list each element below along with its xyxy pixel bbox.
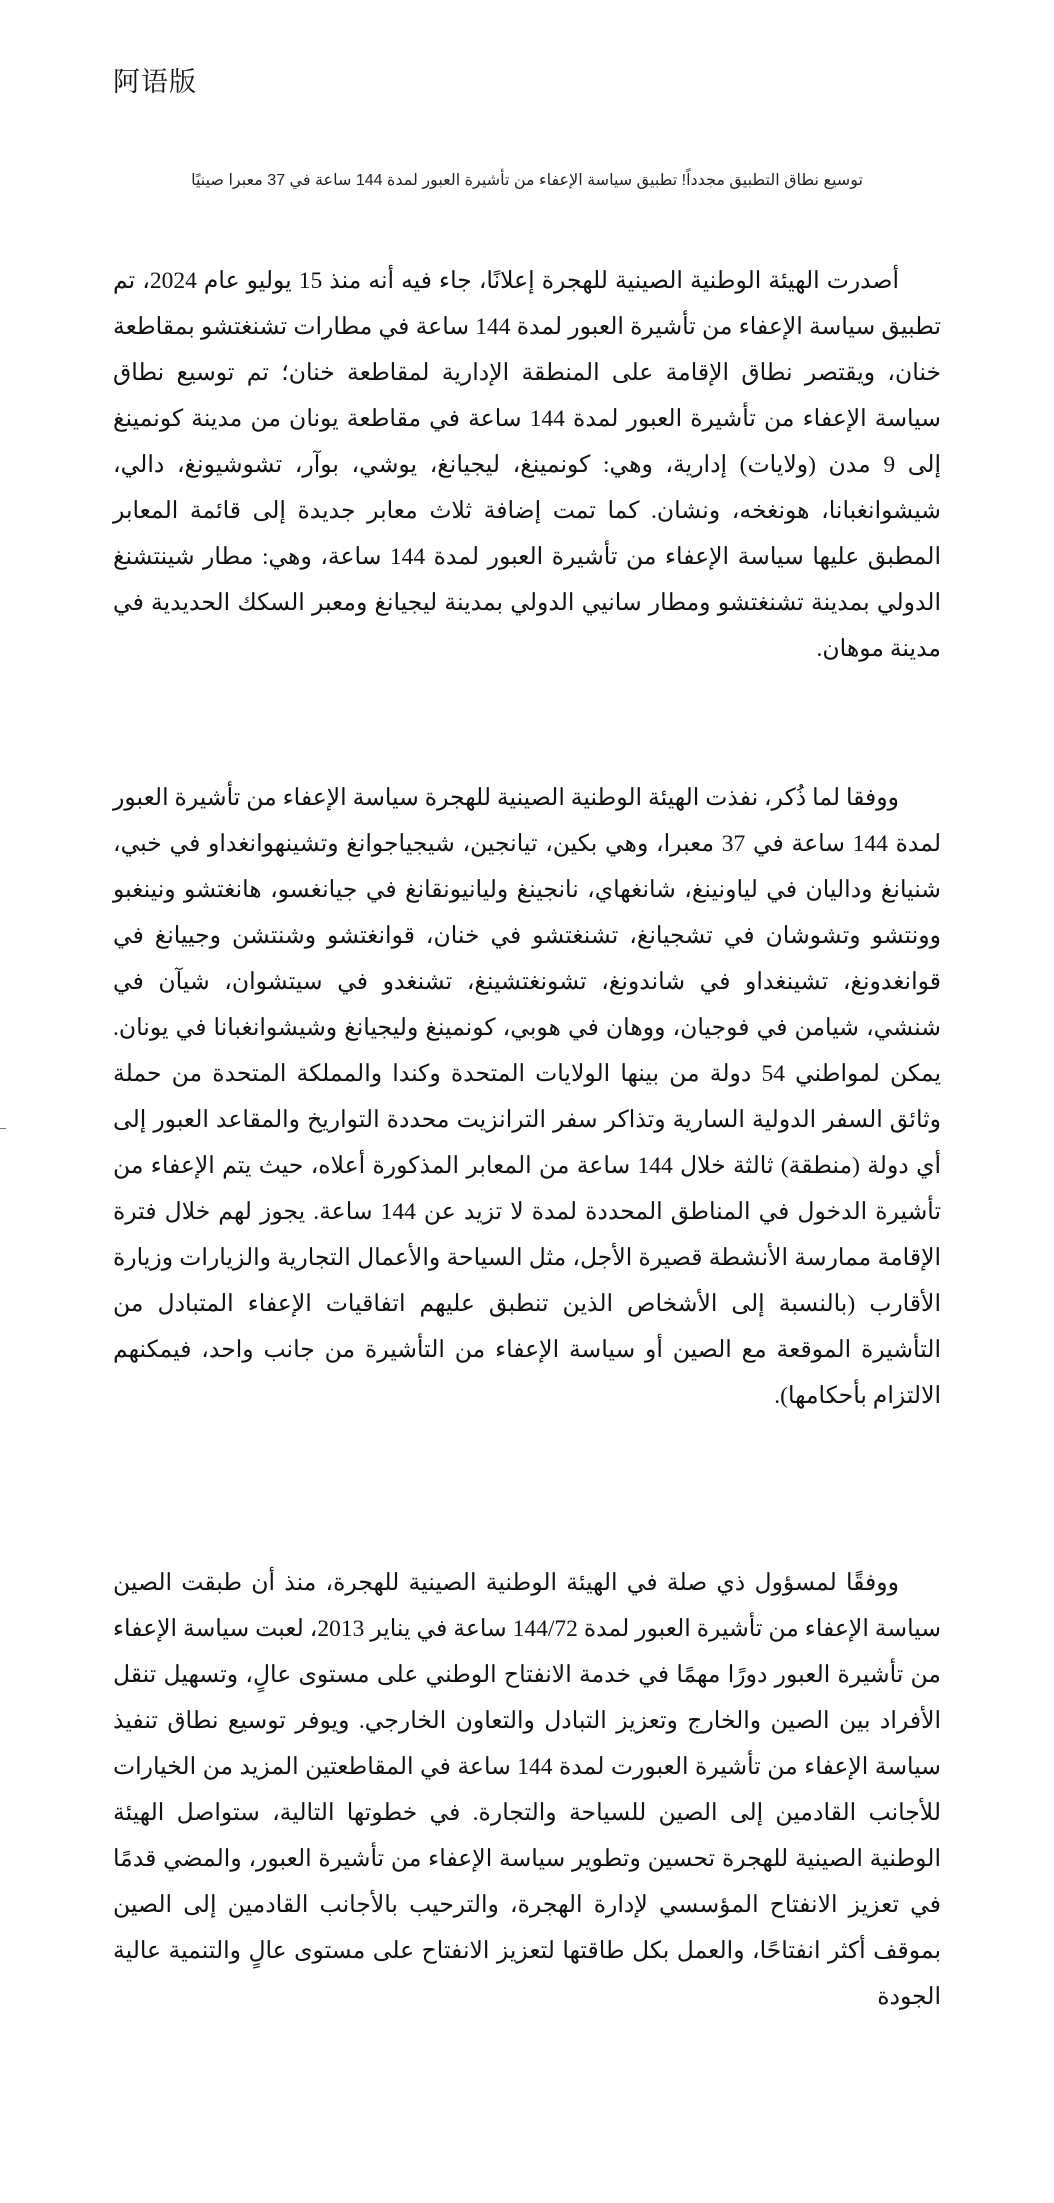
body-paragraph-2: ووفقا لما ذُكر، نفذت الهيئة الوطنية الصينية للهجرة سياسة الإعفاء من تأشيرة العبور لمدة 144 ساعة في 37 معبرا، وهي بكين، تيانجين، شيجياجوانغ وتشينهوانغداو في خبي، شنيانغ وداليان في لياونينغ، شانغهاي، نانجينغ وليانيونقانغ في جيانغسو، هانغتشو ونينغبو وونتشو وتشوشان في تشجيانغ، تشنغتشو في خنان، قوانغتشو وشنتشن وجييانغ في قوانغدونغ، تشينغداو في شاندونغ، تشونغتشينغ، تشنغدو في سيتشوان، شيآن في شنشي، شيامن في فوجيان، ووهان في هوبي، كونمينغ وليجيانغ وشيشوانغبانا في يونان. يمكن لمواطني 54 دولة من بينها الولايات المتحدة وكندا والمملكة المتحدة من حملة وثائق السفر الدولية السارية وتذاكر سفر الترانزيت محددة التواريخ والمقاعد العبور إلى أي دولة (منطقة) ثالثة خلال 144 ساعة من المعابر المذكورة أعلاه، حيث يتم الإعفاء من تأشيرة الدخول في المناطق المحددة لمدة لا تزيد عن 144 ساعة. يجوز لهم خلال فترة الإقامة ممارسة الأنشطة قصيرة الأجل، مثل السياحة والأعمال التجارية والزيارات وزيارة الأقارب (بالنسبة إلى الأشخاص الذين تنطبق عليهم اتفاقيات الإعفاء المتبادل من التأشيرة الموقعة مع الصين أو سياسة الإعفاء من التأشيرة من جانب واحد، فيمكنهم الالتزام بأحكامها). bbox=[113, 785, 941, 1409]
language-version-label: 阿语版 bbox=[113, 67, 197, 98]
margin-tick bbox=[0, 1128, 6, 1129]
document-title: توسيع نطاق التطبيق مجدداً! تطبيق سياسة الإعفاء من تأشيرة العبور لمدة 144 ساعة في 37 معبرا صينيًا bbox=[191, 172, 863, 189]
body-paragraph-1: أصدرت الهيئة الوطنية الصينية للهجرة إعلانًا، جاء فيه أنه منذ 15 يوليو عام 2024، تم تطبيق سياسة الإعفاء من تأشيرة العبور لمدة 144 ساعة في مطارات تشنغتشو بمقاطعة خنان، ويقتصر نطاق الإقامة على المنطقة الإدارية لمقاطعة خنان؛ تم توسيع نطاق سياسة الإعفاء من تأشيرة العبور لمدة 144 ساعة في مقاطعة يونان من مدينة كونمينغ إلى 9 مدن (ولايات) إدارية، وهي: كونمينغ، ليجيانغ، يوشي، بوآر، تشوشيونغ، دالي، شيشوانغبانا، هونغخه، ونشان. كما تمت إضافة ثلاث معابر جديدة إلى قائمة المعابر المطبق عليها سياسة الإعفاء من تأشيرة العبور لمدة 144 ساعة، وهي: مطار شينتشنغ الدولي بمدينة تشنغتشو ومطار سانيي الدولي بمدينة ليجيانغ ومعبر السكك الحديدية في مدينة موهان. bbox=[113, 268, 942, 662]
body-paragraph-3: ووفقًا لمسؤول ذي صلة في الهيئة الوطنية الصينية للهجرة، منذ أن طبقت الصين سياسة الإعفاء من تأشيرة العبور لمدة 144/72 ساعة في يناير 2013، لعبت سياسة الإعفاء من تأشيرة العبور دورًا مهمًا في خدمة الانفتاح الوطني على مستوى عالٍ، وتسهيل تنقل الأفراد بين الصين والخارج وتعزيز التبادل والتعاون الخارجي. ويوفر توسيع نطاق تنفيذ سياسة الإعفاء من تأشيرة العبورت لمدة 144 ساعة في المقاطعتين المزيد من الخيارات للأجانب القادمين إلى الصين للسياحة والتجارة. في خطوتها التالية، ستواصل الهيئة الوطنية الصينية للهجرة تحسين وتطوير سياسة الإعفاء من تأشيرة العبور، والمضي قدمًا في تعزيز الانفتاح المؤسسي لإدارة الهجرة، والترحيب بالأجانب القادمين إلى الصين بموقف أكثر انفتاحًا، والعمل بكل طاقتها لتعزيز الانفتاح على مستوى عالٍ والتنمية عالية الجودة bbox=[113, 1570, 942, 2010]
